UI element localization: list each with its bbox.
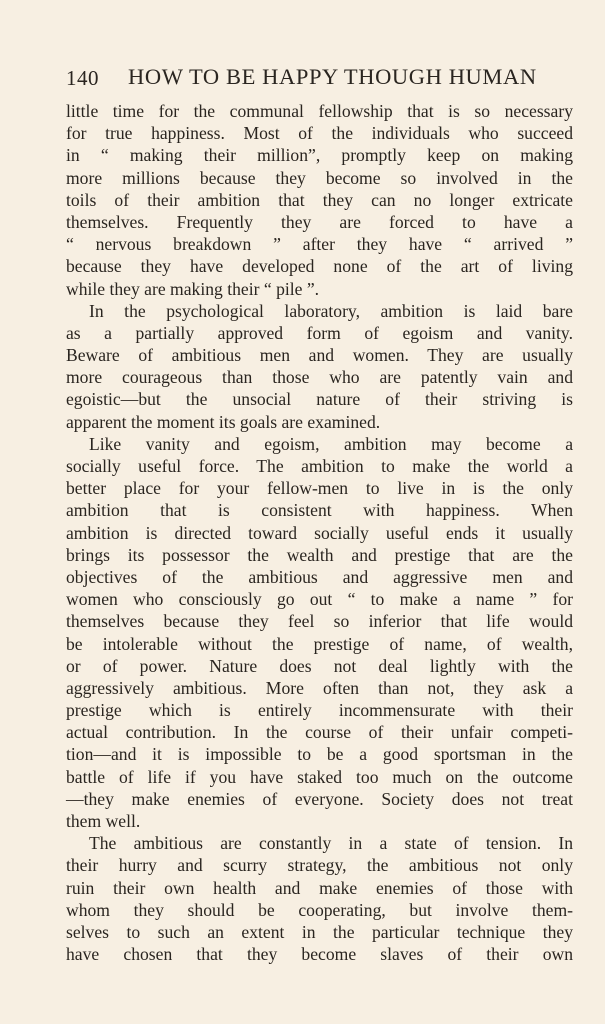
text-line: ambition that is consistent with happiness. When — [66, 500, 573, 521]
text-line: objectives of the ambitious and aggressive men and — [66, 566, 573, 587]
text-line: Beware of ambitious men and women. They are usually — [66, 345, 573, 366]
text-line: their hurry and scurry strategy, the ambitious not only — [66, 855, 573, 876]
text-line: themselves. Frequently they are forced to have a — [66, 211, 573, 232]
text-line: for true happiness. Most of the individuals who succeed — [66, 123, 573, 144]
text-line: In the psychological laboratory, ambition is laid bare — [89, 300, 573, 321]
text-line: ruin their own health and make enemies of those with — [66, 877, 573, 898]
text-line: tion—and it is impossible to be a good sportsman in the — [66, 744, 573, 765]
text-line: “ nervous breakdown ” after they have “ arrived ” — [66, 234, 573, 255]
text-line: apparent the moment its goals are examined. — [66, 411, 381, 432]
text-line: prestige which is entirely incommensurate with their — [66, 700, 573, 721]
text-line: The ambitious are constantly in a state of tension. In — [89, 833, 573, 854]
text-line: Like vanity and egoism, ambition may become a — [89, 433, 573, 454]
text-line: —they make enemies of everyone. Society does not treat — [66, 788, 573, 809]
text-line: more millions because they become so involved in the — [66, 167, 573, 188]
text-line: or of power. Nature does not deal lightly with the — [66, 655, 573, 676]
text-line: brings its possessor the wealth and prestige that are the — [66, 544, 573, 565]
text-line: egoistic—but the unsocial nature of their striving is — [66, 389, 573, 410]
text-line: in “ making their million”, promptly keep on making — [66, 145, 573, 166]
text-line: while they are making their “ pile ”. — [66, 278, 320, 299]
text-line: as a partially approved form of egoism and vanity. — [66, 322, 573, 343]
text-line: women who consciously go out “ to make a name ” for — [66, 589, 573, 610]
text-line: them well. — [66, 811, 141, 831]
text-line: aggressively ambitious. More often than not, they ask a — [66, 677, 573, 698]
running-title: HOW TO BE HAPPY THOUGH HUMAN — [128, 64, 537, 89]
text-line: actual contribution. In the course of their unfair competi- — [66, 722, 573, 743]
text-line: socially useful force. The ambition to make the world a — [66, 456, 573, 476]
page-header — [66, 64, 572, 94]
text-line: selves to such an extent in the particular technique they — [66, 921, 573, 942]
text-line: more courageous than those who are patently vain and — [66, 367, 573, 388]
text-line: themselves because they feel so inferior that life would — [66, 611, 573, 632]
text-line: little time for the communal fellowship that is so necessary — [66, 101, 573, 121]
text-line: battle of life if you have staked too much on the outcome — [66, 766, 573, 787]
text-line: toils of their ambition that they can no longer extricate — [66, 189, 573, 210]
body-text — [66, 100, 573, 965]
page-number: 140 — [66, 66, 99, 90]
text-line: whom they should be cooperating, but involve them- — [66, 899, 573, 920]
text-line: ambition is directed toward socially useful ends it usually — [66, 522, 573, 543]
text-line: be intolerable without the prestige of name, of wealth, — [66, 633, 573, 654]
text-line: better place for your fellow-men to live in is the only — [66, 478, 573, 499]
text-line: because they have developed none of the art of living — [66, 256, 573, 277]
text-line: have chosen that they become slaves of their own — [66, 944, 573, 965]
